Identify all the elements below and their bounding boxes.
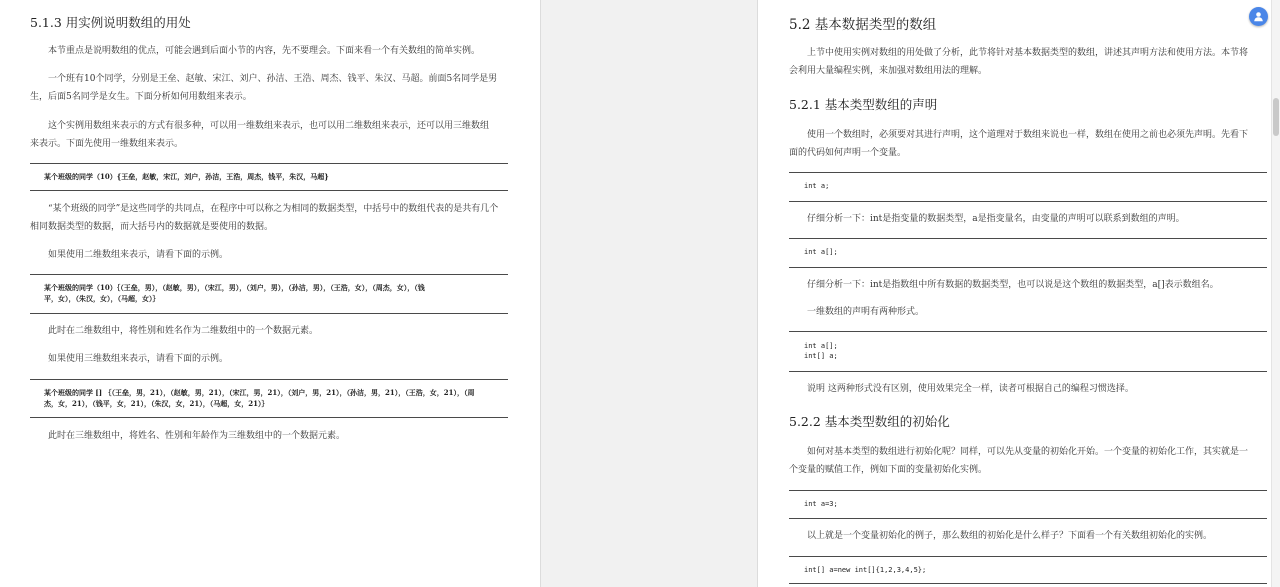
code-block-text: int[] a=new int[]{1,2,3,4,5};	[804, 566, 927, 574]
code-block-top-rule	[789, 238, 1267, 239]
code-block-top-rule	[789, 331, 1267, 332]
paragraph-line: 这个实例用数组来表示的方式有很多种，可以用一维数组来表示，也可以用二维数组来表示，还可以用三维数组	[48, 121, 490, 131]
paragraph-line: 生，后面5名同学是女生。下面分析如何用数组来表示。	[30, 92, 252, 102]
code-block-bottom-rule	[789, 583, 1267, 584]
vertical-scrollbar[interactable]	[1271, 0, 1280, 587]
paragraph-line: “某个班级的同学”是这些同学的共同点，在程序中可以称之为相同的数据类型，中括号中的数组代表的是共有几个	[48, 204, 499, 214]
user-circle-icon	[1253, 11, 1264, 22]
section-heading-5-1-3: 5.1.3 用实例说明数组的用处	[30, 15, 191, 30]
code-block-text: int[] a;	[804, 352, 838, 360]
paragraph-line: 如何对基本类型的数组进行初始化呢？同样，可以先从变量的初始化开始。一个变量的初始化工作，其实就是一	[807, 447, 1249, 457]
code-block-top-rule	[30, 379, 508, 380]
code-block-bottom-rule	[789, 518, 1267, 519]
code-block-text: int a[];	[804, 342, 838, 350]
code-block-bottom-rule	[789, 201, 1267, 202]
note-paragraph: 说明 这两种形式没有区别，使用效果完全一样，读者可根据自己的编程习惯选择。	[807, 384, 1134, 394]
paragraph-line: 使用一个数组时，必须要对其进行声明，这个道理对于数组来说也一样，数组在使用之前也必须先声明。先看下	[807, 130, 1249, 140]
code-block-text: 杰，女，21），（钱平，女，21），（朱汉，女，21），（马超，女，21）｝	[44, 399, 269, 408]
section-heading-5-2: 5.2 基本数据类型的数组	[789, 17, 937, 33]
paragraph-line: 个变量的赋值工作，例如下面的变量初始化实例。	[789, 465, 988, 475]
left-document-page	[0, 0, 540, 587]
code-block-text: 某个班级的同学（10）｛（王垒，男），（赵敏，男），（宋江，男），（刘户，男），（孙洁，男），（王浩，女），（周杰，女），（钱	[44, 283, 425, 292]
paragraph: 一维数组的声明有两种形式。	[807, 307, 925, 317]
code-block-text: 平，女），（朱汉，女），（马超，女）｝	[44, 294, 160, 303]
section-heading-5-2-1: 5.2.1 基本类型数组的声明	[789, 97, 938, 112]
paragraph: 仔细分析一下：int是指数组中所有数据的数据类型，也可以说是这个数组的数据类型，a[]表示数组名。	[807, 280, 1219, 290]
paragraph: 本节重点是说明数组的优点，可能会遇到后面小节的内容，先不要理会。下面来看一个有关数组的简单实例。	[48, 46, 481, 56]
user-circle-button[interactable]	[1249, 7, 1268, 26]
paragraph-line: 会利用大量编程实例，来加强对数组用法的理解。	[789, 66, 988, 76]
paragraph: 此时在二维数组中，将性别和姓名作为二维数组中的一个数据元素。	[48, 326, 319, 336]
code-block-bottom-rule	[30, 417, 508, 418]
code-block-top-rule	[789, 556, 1267, 557]
paragraph-line: 上节中使用实例对数组的用处做了分析，此节将针对基本数据类型的数组，讲述其声明方法和使用方法。本节将	[807, 48, 1249, 58]
paragraph: 如果使用三维数组来表示，请看下面的示例。	[48, 354, 229, 364]
paragraph: 此时在三维数组中，将姓名、性别和年龄作为三维数组中的一个数据元素。	[48, 431, 346, 441]
code-block-bottom-rule	[30, 313, 508, 314]
code-block-top-rule	[789, 172, 1267, 173]
paragraph-line: 来表示。下面先使用一维数组来表示。	[30, 139, 184, 149]
code-block-text: 某个班级的同学（10）{王垒，赵敏，宋江，刘户，孙洁，王浩，周杰，钱平，朱汉，马超}	[44, 172, 329, 181]
code-block-text: 某个班级的同学 [] ｛（王垒，男，21），（赵敏，男，21），（宋江，男，21），（刘户，男，21），（孙洁，男，21），（王浩，女，21），（周	[44, 388, 475, 397]
paragraph-line: 相同数据类型的数据，而大括号内的数据就是要使用的数据。	[30, 222, 274, 232]
code-block-text: int a=3;	[804, 500, 838, 508]
scrollbar-thumb[interactable]	[1273, 98, 1279, 136]
paragraph: 以上就是一个变量初始化的例子，那么数组的初始化是什么样子？下面看一个有关数组初始化的实例。	[807, 531, 1213, 541]
code-block-bottom-rule	[789, 371, 1267, 372]
code-block-bottom-rule	[789, 267, 1267, 268]
code-block-text: int a;	[804, 182, 830, 190]
paragraph: 仔细分析一下：int是指变量的数据类型，a是指变量名，由变量的声明可以联系到数组的声明。	[807, 214, 1185, 224]
code-block-text: int a[];	[804, 248, 838, 256]
code-block-top-rule	[789, 490, 1267, 491]
paragraph: 如果使用二维数组来表示，请看下面的示例。	[48, 250, 229, 260]
paragraph-line: 一个班有10个同学，分别是王垒、赵敏、宋江、刘户、孙洁、王浩、周杰、钱平、朱汉、马超。前面5名同学是男	[48, 74, 498, 84]
paragraph-line: 面的代码如何声明一个变量。	[789, 148, 907, 158]
right-document-page	[758, 0, 1272, 587]
code-block-top-rule	[30, 274, 508, 275]
code-block-bottom-rule	[30, 190, 508, 191]
page-gutter	[540, 0, 758, 587]
code-block-top-rule	[30, 163, 508, 164]
section-heading-5-2-2: 5.2.2 基本类型数组的初始化	[789, 414, 950, 429]
